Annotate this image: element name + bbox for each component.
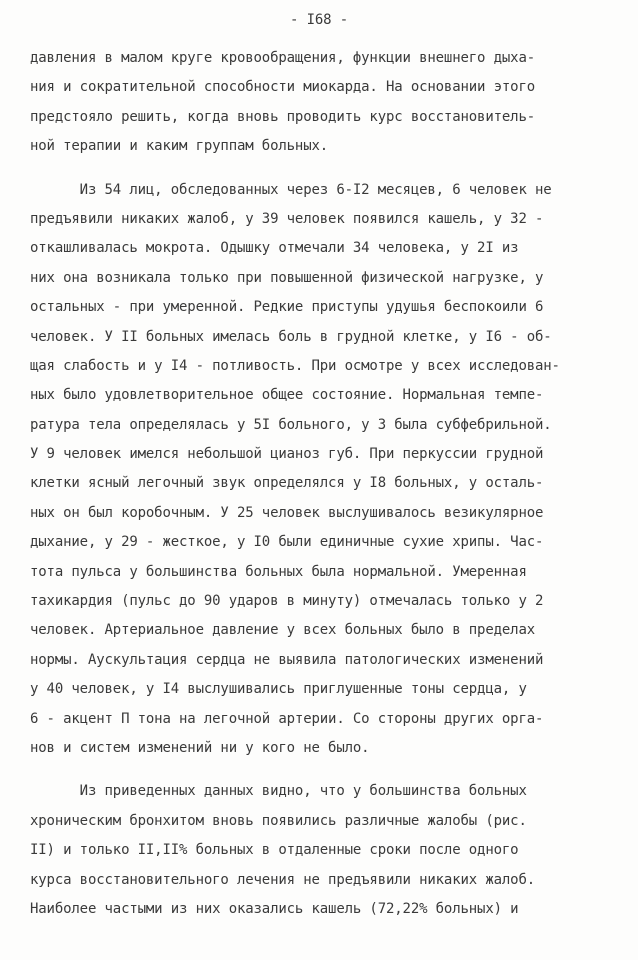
text-line: клетки ясный легочный звук определялся у I8 больных, у осталь- bbox=[30, 475, 544, 492]
text-line: дыхание, у 29 - жесткое, у I0 были единичные сухие хрипы. Час- bbox=[30, 534, 544, 551]
paragraph-1 bbox=[30, 44, 620, 162]
text-line: У 9 человек имелся небольшой цианоз губ. При перкуссии грудной bbox=[30, 446, 544, 463]
text-line: ратура тела определялась у 5I больного, у 3 была субфебрильной. bbox=[30, 416, 552, 433]
text-line: предъявили никаких жалоб, у 39 человек появился кашель, у 32 - bbox=[30, 210, 544, 227]
text-line: Наиболее частыми из них оказались кашель (72,22% больных) и bbox=[30, 900, 519, 917]
paragraph-gap bbox=[30, 162, 620, 176]
paragraph-3 bbox=[30, 777, 620, 924]
text-line: II) и только II,II% больных в отдаленные сроки после одного bbox=[30, 842, 519, 859]
text-line: ния и сократительной способности миокарда. На основании этого bbox=[30, 79, 536, 96]
text-line: предстояло решить, когда вновь проводить курс восстановитель- bbox=[30, 108, 536, 125]
text-line: нов и систем изменений ни у кого не было. bbox=[30, 739, 370, 756]
paragraph-gap bbox=[30, 763, 620, 777]
text-line: Из 54 лиц, обследованных через 6-I2 месяцев, 6 человек не bbox=[30, 181, 552, 198]
text-line: них она возникала только при повышенной физической нагрузке, у bbox=[30, 269, 544, 286]
text-line: ных было удовлетворительное общее состояние. Нормальная темпе- bbox=[30, 387, 544, 404]
page-number: - I68 - bbox=[290, 12, 348, 28]
text-line: у 40 человек, у I4 выслушивались приглушенные тоны сердца, у bbox=[30, 681, 527, 698]
text-line: ной терапии и каким группам больных. bbox=[30, 138, 329, 155]
text-line: откашливалась мокрота. Одышку отмечали 34 человека, у 2I из bbox=[30, 240, 519, 257]
text-line: тота пульса у большинства больных была нормальной. Умеренная bbox=[30, 563, 527, 580]
text-line: нормы. Аускультация сердца не выявила патологических изменений bbox=[30, 651, 544, 668]
text-line: ных он был коробочным. У 25 человек выслушивалось везикулярное bbox=[30, 504, 544, 521]
body-text bbox=[30, 44, 620, 924]
text-line: щая слабость и у I4 - потливость. При осмотре у всех исследован- bbox=[30, 357, 560, 374]
text-line: человек. Артериальное давление у всех больных было в пределах bbox=[30, 622, 536, 639]
text-line: давления в малом круге кровообращения, функции внешнего дыха- bbox=[30, 50, 536, 66]
text-line: тахикардия (пульс до 90 ударов в минуту) отмечалась только у 2 bbox=[30, 593, 544, 610]
paragraph-2 bbox=[30, 176, 620, 764]
text-line: курса восстановительного лечения не предъявили никаких жалоб. bbox=[30, 871, 536, 888]
text-line: хроническим бронхитом вновь появились различные жалобы (рис. bbox=[30, 812, 527, 829]
text-line: остальных - при умеренной. Редкие приступы удушья беспокоили 6 bbox=[30, 299, 544, 316]
text-line: человек. У II больных имелась боль в грудной клетке, у I6 - об- bbox=[30, 328, 552, 345]
text-line: 6 - акцент П тона на легочной артерии. Со стороны других орга- bbox=[30, 710, 544, 727]
text-line: Из приведенных данных видно, что у большинства больных bbox=[30, 783, 527, 800]
